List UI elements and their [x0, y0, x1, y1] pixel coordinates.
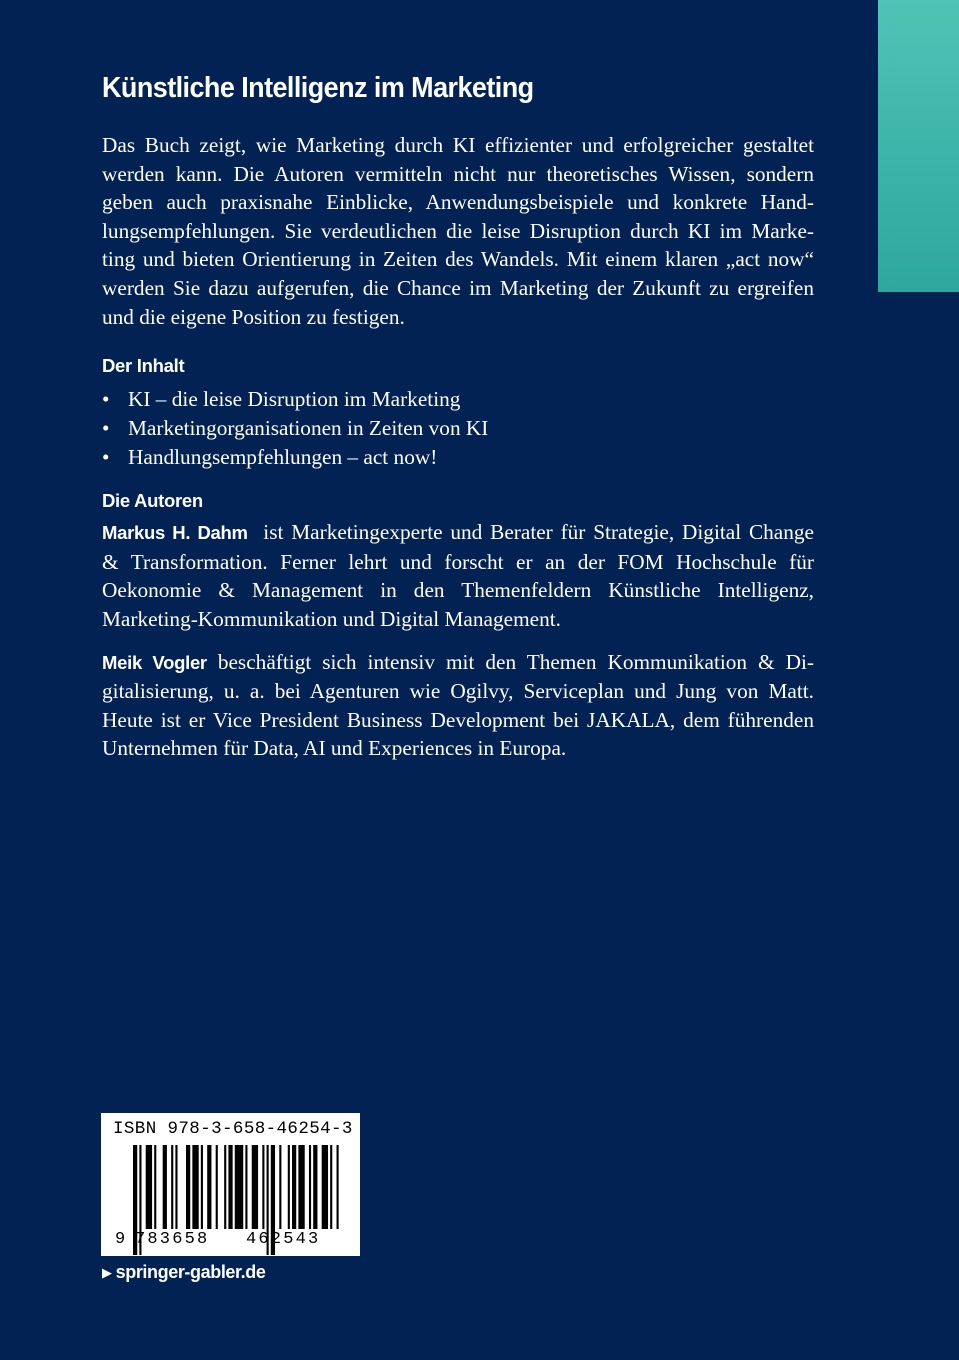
- author-line: Heute ist er Vice President Business Development bei JAKALA, dem führenden: [102, 707, 814, 732]
- barcode-bar: [313, 1145, 317, 1229]
- barcode-bar: [298, 1145, 304, 1229]
- barcode-right-digits: 462543: [246, 1230, 321, 1249]
- bullet-icon: •: [102, 444, 110, 469]
- author-line: Oekonomie & Management in den Themenfeldern Künstliche Intelligenz,: [102, 578, 814, 603]
- play-arrow-icon: ▶: [102, 1265, 112, 1280]
- list-item: • Marketingorganisationen in Zeiten von KI: [102, 414, 814, 443]
- intro-line: geben auch praxisnahe Einblicke, Anwendungsbeispiele und konkrete Hand-: [102, 190, 814, 215]
- list-item: • Handlungsempfehlungen – act now!: [102, 443, 814, 472]
- list-item: • KI – die leise Disruption im Marketing: [102, 385, 814, 414]
- isbn-barcode: [101, 1113, 360, 1256]
- book-title: Künstliche Intelligenz im Marketing: [102, 72, 534, 104]
- barcode-bar: [322, 1145, 328, 1229]
- isbn-label: ISBN 978-3-658-46254-3: [113, 1119, 353, 1139]
- barcode-first-digit: 9: [115, 1230, 128, 1249]
- barcode-bar: [186, 1145, 190, 1229]
- barcode-bar: [279, 1145, 281, 1229]
- accent-color-bar: [878, 0, 959, 292]
- bullet-icon: •: [102, 415, 110, 440]
- barcode-bar: [245, 1145, 247, 1229]
- author-name: Meik Vogler: [102, 651, 207, 673]
- intro-paragraph: [102, 131, 814, 331]
- intro-line: ting und bieten Orientierung in Zeiten des Wandels. Mit einem klaren „act now“: [102, 247, 814, 272]
- barcode-bar: [175, 1145, 177, 1229]
- bullet-icon: •: [102, 387, 110, 412]
- authors-heading: Die Autoren: [102, 490, 203, 512]
- author-bio-vogler: [102, 648, 814, 763]
- contents-list: [102, 385, 814, 471]
- author-bio-dahm: [102, 518, 814, 633]
- intro-line: lungsempfehlungen. Sie verdeutlichen die leise Disruption durch KI im Marke-: [102, 218, 814, 243]
- author-line: Meik Vogler beschäftigt sich intensiv mit den Themen Kommunikation & Di-: [102, 649, 814, 674]
- barcode-bar: [252, 1145, 258, 1229]
- author-line: gitalisierung, u. a. bei Agenturen wie Ogilvy, Serviceplan und Jung von Matt.: [102, 679, 814, 704]
- intro-line: werden kann. Die Autoren vermitteln nicht nur theoretisches Wissen, sondern: [102, 161, 814, 186]
- contents-heading: Der Inhalt: [102, 355, 185, 377]
- barcode-bar: [163, 1145, 167, 1229]
- intro-line: und die eigene Position zu festigen.: [102, 304, 405, 329]
- publisher-website: [102, 1262, 265, 1283]
- barcode-bar: [224, 1145, 226, 1229]
- intro-line: Das Buch zeigt, wie Marketing durch KI effizienter und erfolgreicher gestaltet: [102, 133, 814, 157]
- author-line: Marketing-Kommunikation und Digital Management.: [102, 607, 561, 632]
- barcode-bar: [235, 1145, 243, 1229]
- barcode-bar: [154, 1145, 156, 1229]
- barcode-bar: [201, 1145, 203, 1229]
- barcode-left-digits: 783658: [135, 1230, 210, 1249]
- barcode-bar: [216, 1145, 218, 1229]
- barcode-bar: [309, 1145, 311, 1229]
- barcode-bar: [207, 1145, 211, 1229]
- author-line: Unternehmen für Data, AI und Experiences in Europa.: [102, 736, 567, 761]
- barcode-bar: [292, 1145, 296, 1229]
- barcode-bar: [337, 1145, 339, 1229]
- barcode-bar: [330, 1145, 332, 1229]
- barcode-bar: [262, 1145, 264, 1229]
- barcode-bar: [288, 1145, 290, 1229]
- author-name: Markus H. Dahm: [102, 522, 248, 544]
- barcode-bar: [228, 1145, 232, 1229]
- author-line: Markus H. Dahm ist Marketingexperte und Berater für Strategie, Digital Change: [102, 520, 814, 545]
- barcode-bar: [192, 1145, 198, 1229]
- intro-line: werden Sie dazu aufgerufen, die Chance im Marketing der Zukunft zu ergreifen: [102, 275, 814, 300]
- barcode-bar: [146, 1145, 152, 1229]
- back-cover-content: [102, 72, 814, 763]
- website-url: springer-gabler.de: [115, 1262, 266, 1282]
- author-line: & Transformation. Ferner lehrt und forscht er an der FOM Hochschule für: [102, 549, 814, 574]
- barcode-bar: [171, 1145, 173, 1229]
